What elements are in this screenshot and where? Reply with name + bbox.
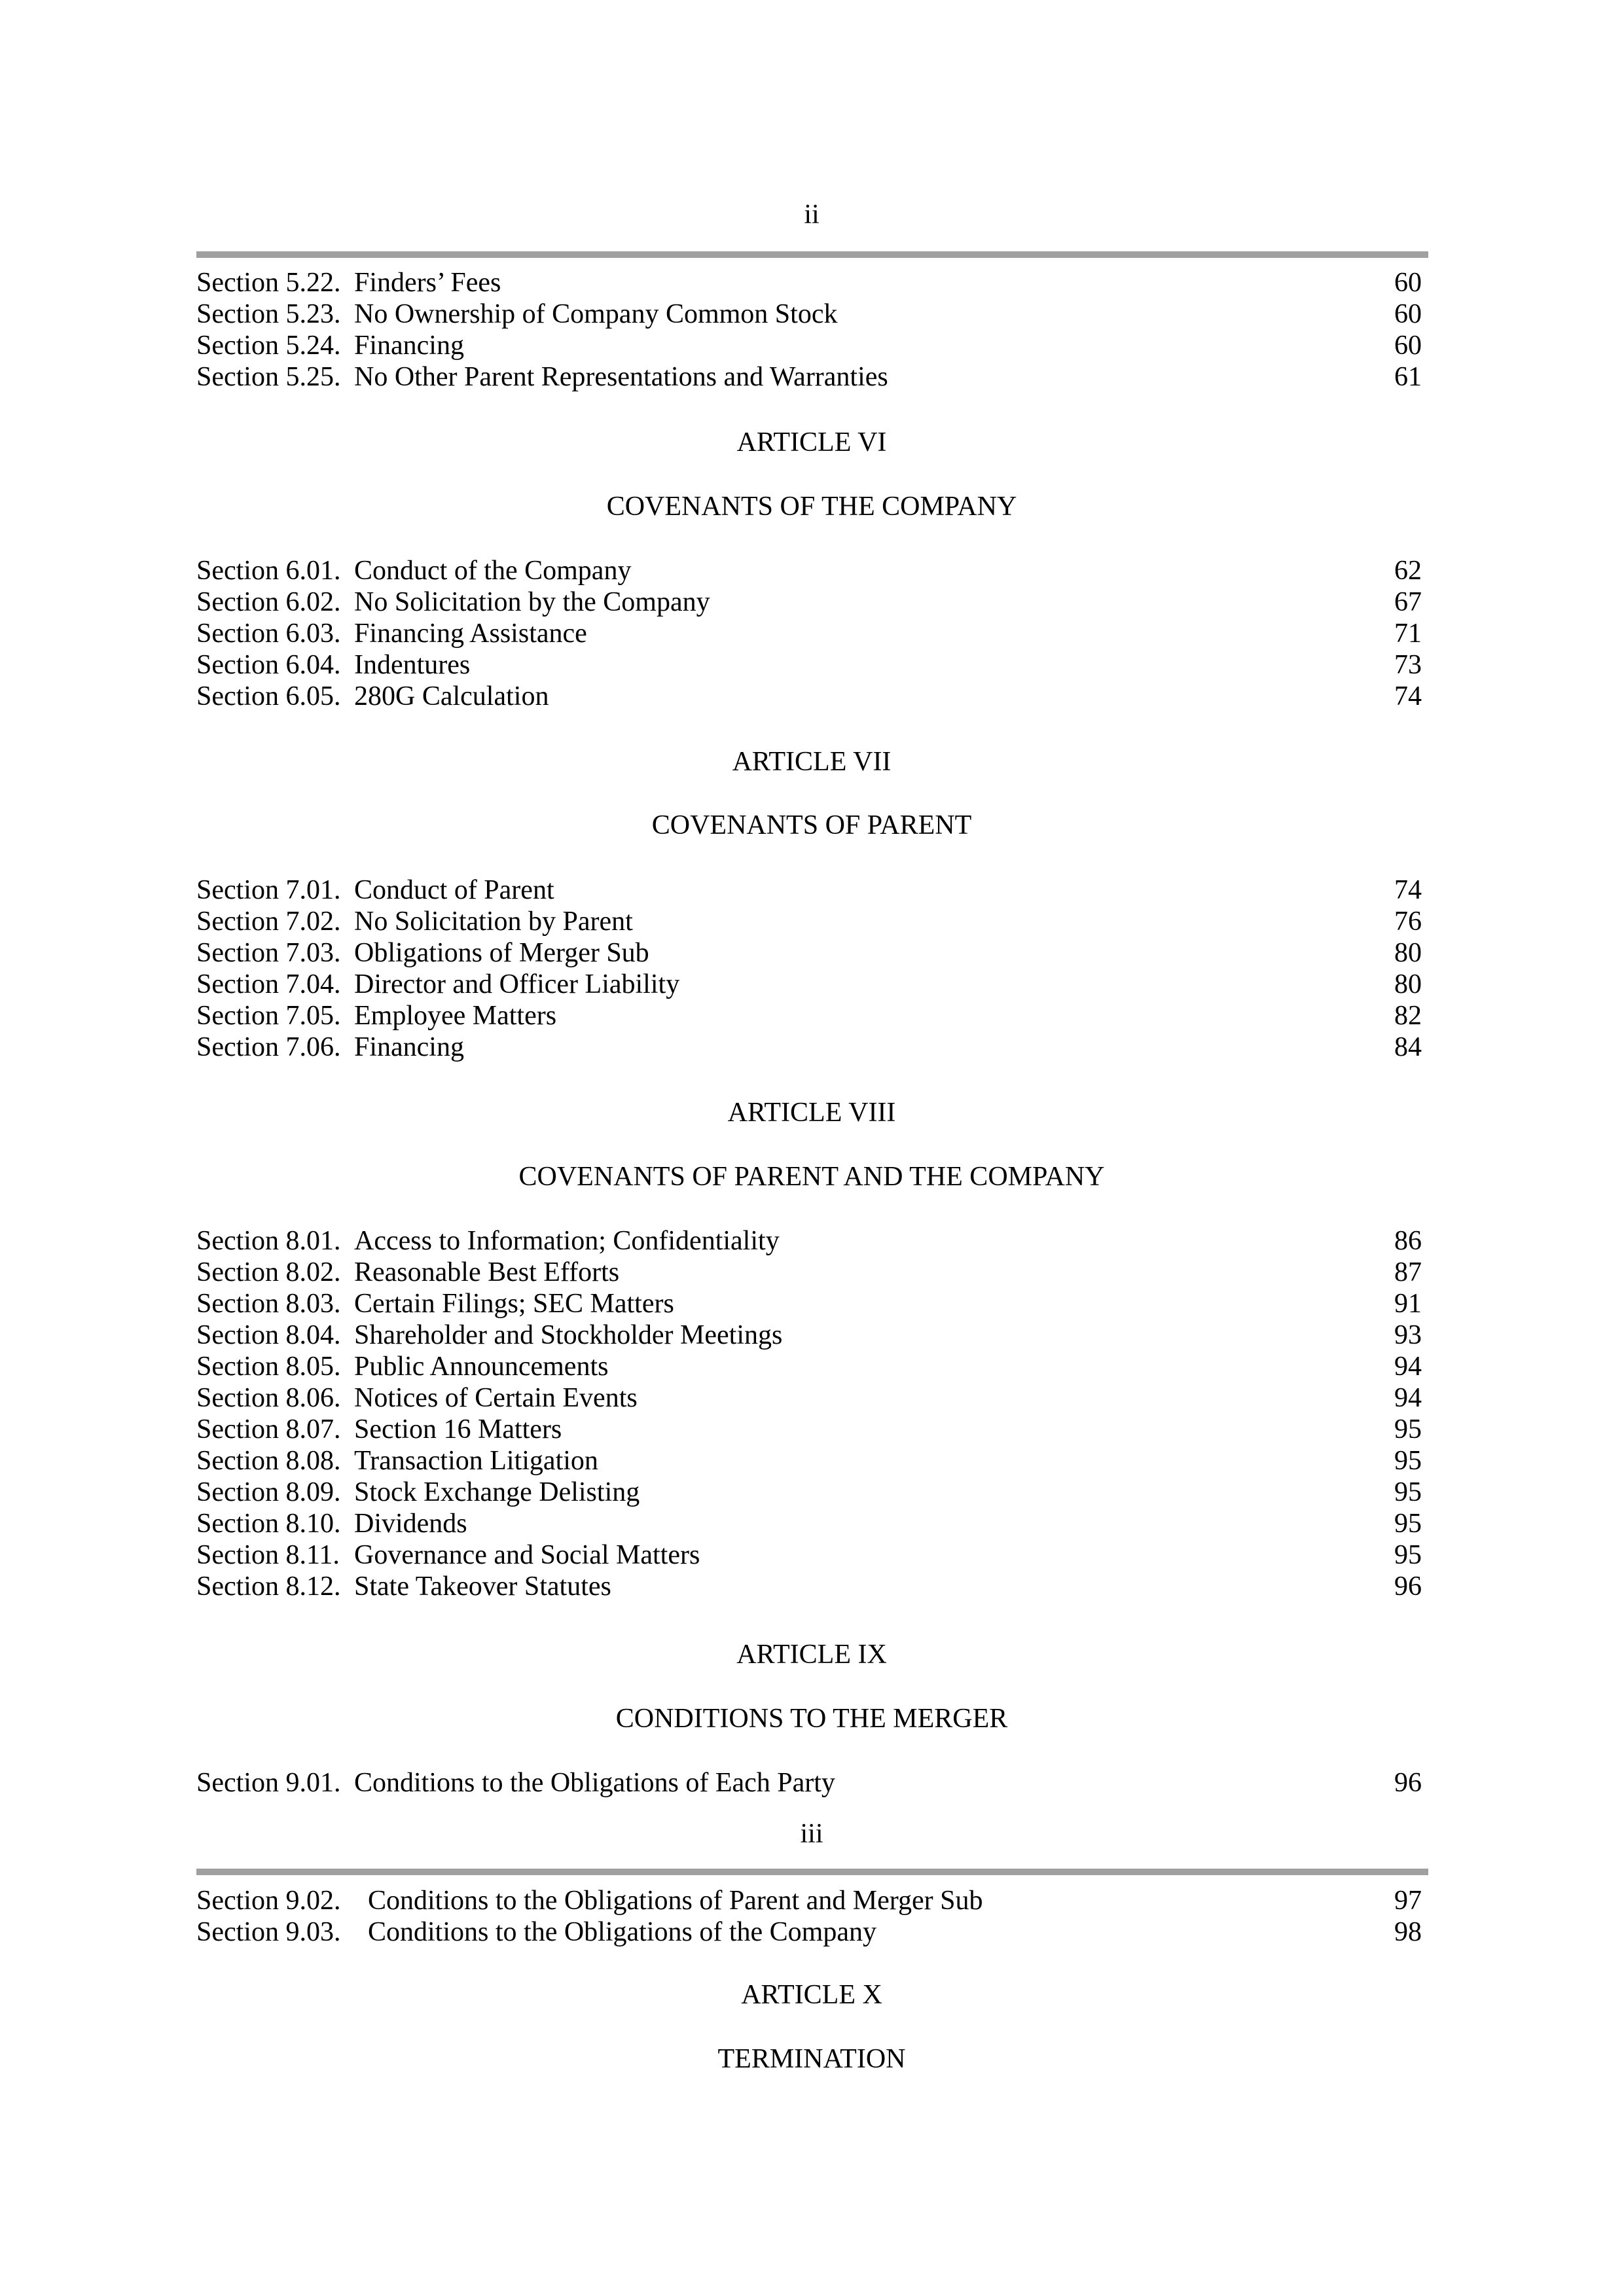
section-page: 62 — [1394, 556, 1422, 586]
toc-entry[interactable] — [196, 618, 1427, 649]
section-title: Financing — [354, 331, 464, 361]
toc-block-article-9 — [196, 1767, 1427, 1799]
toc-entry[interactable] — [196, 1539, 1427, 1571]
section-title: Access to Information; Confidentiality — [354, 1226, 780, 1256]
section-number: Section 6.04. — [196, 650, 341, 680]
toc-entry[interactable] — [196, 969, 1427, 1000]
section-number: Section 8.05. — [196, 1352, 341, 1382]
toc-entry[interactable] — [196, 298, 1427, 330]
toc-entry[interactable] — [196, 1351, 1427, 1382]
section-title: Financing — [354, 1032, 464, 1062]
section-title: Certain Filings; SEC Matters — [354, 1289, 674, 1319]
section-page: 73 — [1394, 650, 1422, 680]
section-number: Section 9.01. — [196, 1768, 341, 1798]
article-label: ARTICLE VII — [732, 747, 892, 777]
toc-entry[interactable] — [196, 1445, 1427, 1477]
article-label: ARTICLE VIII — [727, 1098, 896, 1128]
toc-entry[interactable] — [196, 1885, 1427, 1916]
section-title: Transaction Litigation — [354, 1446, 598, 1476]
section-title: Conditions to the Obligations of the Company — [368, 1917, 876, 1947]
toc-block-article-6 — [196, 555, 1427, 712]
section-page: 74 — [1394, 681, 1422, 711]
section-title: Finders’ Fees — [354, 268, 501, 298]
toc-entry[interactable] — [196, 1225, 1427, 1257]
section-number: Section 6.02. — [196, 587, 341, 617]
section-page: 95 — [1394, 1477, 1422, 1507]
toc-entry[interactable] — [196, 1319, 1427, 1351]
article-title: TERMINATION — [717, 2044, 906, 2074]
page-number: iii — [800, 1819, 823, 1849]
section-title: 280G Calculation — [354, 681, 549, 711]
toc-entry[interactable] — [196, 649, 1427, 681]
toc-entry[interactable] — [196, 1031, 1427, 1063]
section-title: Conduct of the Company — [354, 556, 632, 586]
section-page: 60 — [1394, 299, 1422, 329]
section-page: 80 — [1394, 969, 1422, 999]
section-number: Section 8.03. — [196, 1289, 341, 1319]
section-page: 60 — [1394, 331, 1422, 361]
section-page: 87 — [1394, 1257, 1422, 1287]
section-number: Section 6.03. — [196, 619, 341, 649]
section-number: Section 8.04. — [196, 1320, 341, 1350]
section-number: Section 7.03. — [196, 938, 341, 968]
toc-entry[interactable] — [196, 906, 1427, 937]
section-page: 80 — [1394, 938, 1422, 968]
section-number: Section 8.11. — [196, 1540, 340, 1570]
section-page: 86 — [1394, 1226, 1422, 1256]
section-title: No Ownership of Company Common Stock — [354, 299, 838, 329]
section-title: Reasonable Best Efforts — [354, 1257, 620, 1287]
section-title: Director and Officer Liability — [354, 969, 680, 999]
toc-entry[interactable] — [196, 1767, 1427, 1799]
section-title: Conduct of Parent — [354, 875, 554, 905]
section-number: Section 8.09. — [196, 1477, 341, 1507]
section-page: 91 — [1394, 1289, 1422, 1319]
section-page: 71 — [1394, 619, 1422, 649]
section-number: Section 8.07. — [196, 1414, 341, 1444]
toc-entry[interactable] — [196, 1571, 1427, 1602]
section-title: Shareholder and Stockholder Meetings — [354, 1320, 783, 1350]
section-number: Section 8.08. — [196, 1446, 341, 1476]
section-number: Section 8.10. — [196, 1509, 341, 1539]
article-label: ARTICLE X — [741, 1980, 882, 2010]
toc-block-article-7 — [196, 874, 1427, 1063]
section-title: Conditions to the Obligations of Parent and Merger Sub — [368, 1886, 983, 1916]
section-title: Section 16 Matters — [354, 1414, 562, 1444]
section-number: Section 7.04. — [196, 969, 341, 999]
toc-entry[interactable] — [196, 1477, 1427, 1508]
toc-entry[interactable] — [196, 874, 1427, 906]
section-page: 93 — [1394, 1320, 1422, 1350]
section-title: State Takeover Statutes — [354, 1571, 611, 1602]
section-title: Financing Assistance — [354, 619, 587, 649]
section-page: 84 — [1394, 1032, 1422, 1062]
section-title: Obligations of Merger Sub — [354, 938, 649, 968]
toc-entry[interactable] — [196, 681, 1427, 712]
section-number: Section 5.24. — [196, 331, 341, 361]
toc-block-article-9-continued — [196, 1885, 1427, 1948]
article-label: ARTICLE IX — [736, 1640, 887, 1670]
section-page: 95 — [1394, 1446, 1422, 1476]
section-title: Indentures — [354, 650, 471, 680]
section-page: 60 — [1394, 268, 1422, 298]
section-number: Section 7.02. — [196, 906, 341, 937]
section-page: 98 — [1394, 1917, 1422, 1947]
toc-entry[interactable] — [196, 1916, 1427, 1948]
toc-entry[interactable] — [196, 1288, 1427, 1319]
section-number: Section 5.25. — [196, 362, 341, 392]
section-page: 96 — [1394, 1571, 1422, 1602]
section-number: Section 7.05. — [196, 1001, 341, 1031]
toc-entry[interactable] — [196, 586, 1427, 618]
section-page: 95 — [1394, 1414, 1422, 1444]
section-title: No Other Parent Representations and Warranties — [354, 362, 888, 392]
section-title: Governance and Social Matters — [354, 1540, 700, 1570]
section-number: Section 6.05. — [196, 681, 341, 711]
section-number: Section 7.01. — [196, 875, 341, 905]
toc-entry[interactable] — [196, 1000, 1427, 1031]
page-number: ii — [804, 200, 820, 230]
section-title: Conditions to the Obligations of Each Party — [354, 1768, 835, 1798]
section-page: 94 — [1394, 1383, 1422, 1413]
section-page: 97 — [1394, 1886, 1422, 1916]
section-number: Section 9.02. — [196, 1886, 341, 1916]
toc-entry[interactable] — [196, 1414, 1427, 1445]
article-title: COVENANTS OF PARENT AND THE COMPANY — [518, 1162, 1105, 1192]
section-title: Dividends — [354, 1509, 467, 1539]
section-number: Section 6.01. — [196, 556, 341, 586]
section-title: No Solicitation by Parent — [354, 906, 633, 937]
section-title: Notices of Certain Events — [354, 1383, 638, 1413]
section-page: 96 — [1394, 1768, 1422, 1798]
section-page: 67 — [1394, 587, 1422, 617]
section-page: 82 — [1394, 1001, 1422, 1031]
toc-entry[interactable] — [196, 267, 1427, 298]
toc-entry[interactable] — [196, 1508, 1427, 1539]
section-page: 76 — [1394, 906, 1422, 937]
section-number: Section 7.06. — [196, 1032, 341, 1062]
section-number: Section 8.12. — [196, 1571, 341, 1602]
section-number: Section 8.02. — [196, 1257, 341, 1287]
article-label: ARTICLE VI — [736, 427, 887, 457]
section-number: Section 9.03. — [196, 1917, 341, 1947]
section-page: 61 — [1394, 362, 1422, 392]
toc-block-article-5 — [196, 267, 1427, 393]
toc-entry[interactable] — [196, 937, 1427, 969]
toc-entry[interactable] — [196, 361, 1427, 393]
section-number: Section 8.06. — [196, 1383, 341, 1413]
toc-block-article-8 — [196, 1225, 1427, 1602]
section-number: Section 8.01. — [196, 1226, 341, 1256]
section-title: Public Announcements — [354, 1352, 609, 1382]
header-rule — [196, 251, 1428, 258]
toc-entry[interactable] — [196, 555, 1427, 586]
section-page: 94 — [1394, 1352, 1422, 1382]
article-title: CONDITIONS TO THE MERGER — [615, 1704, 1008, 1734]
section-number: Section 5.23. — [196, 299, 341, 329]
article-title: COVENANTS OF PARENT — [651, 810, 972, 840]
section-title: No Solicitation by the Company — [354, 587, 710, 617]
toc-entry[interactable] — [196, 1382, 1427, 1414]
toc-entry[interactable] — [196, 1257, 1427, 1288]
article-title: COVENANTS OF THE COMPANY — [606, 492, 1017, 522]
section-title: Employee Matters — [354, 1001, 557, 1031]
header-rule — [196, 1869, 1428, 1875]
toc-entry[interactable] — [196, 330, 1427, 361]
section-page: 95 — [1394, 1509, 1422, 1539]
section-title: Stock Exchange Delisting — [354, 1477, 640, 1507]
section-page: 95 — [1394, 1540, 1422, 1570]
section-page: 74 — [1394, 875, 1422, 905]
section-number: Section 5.22. — [196, 268, 341, 298]
